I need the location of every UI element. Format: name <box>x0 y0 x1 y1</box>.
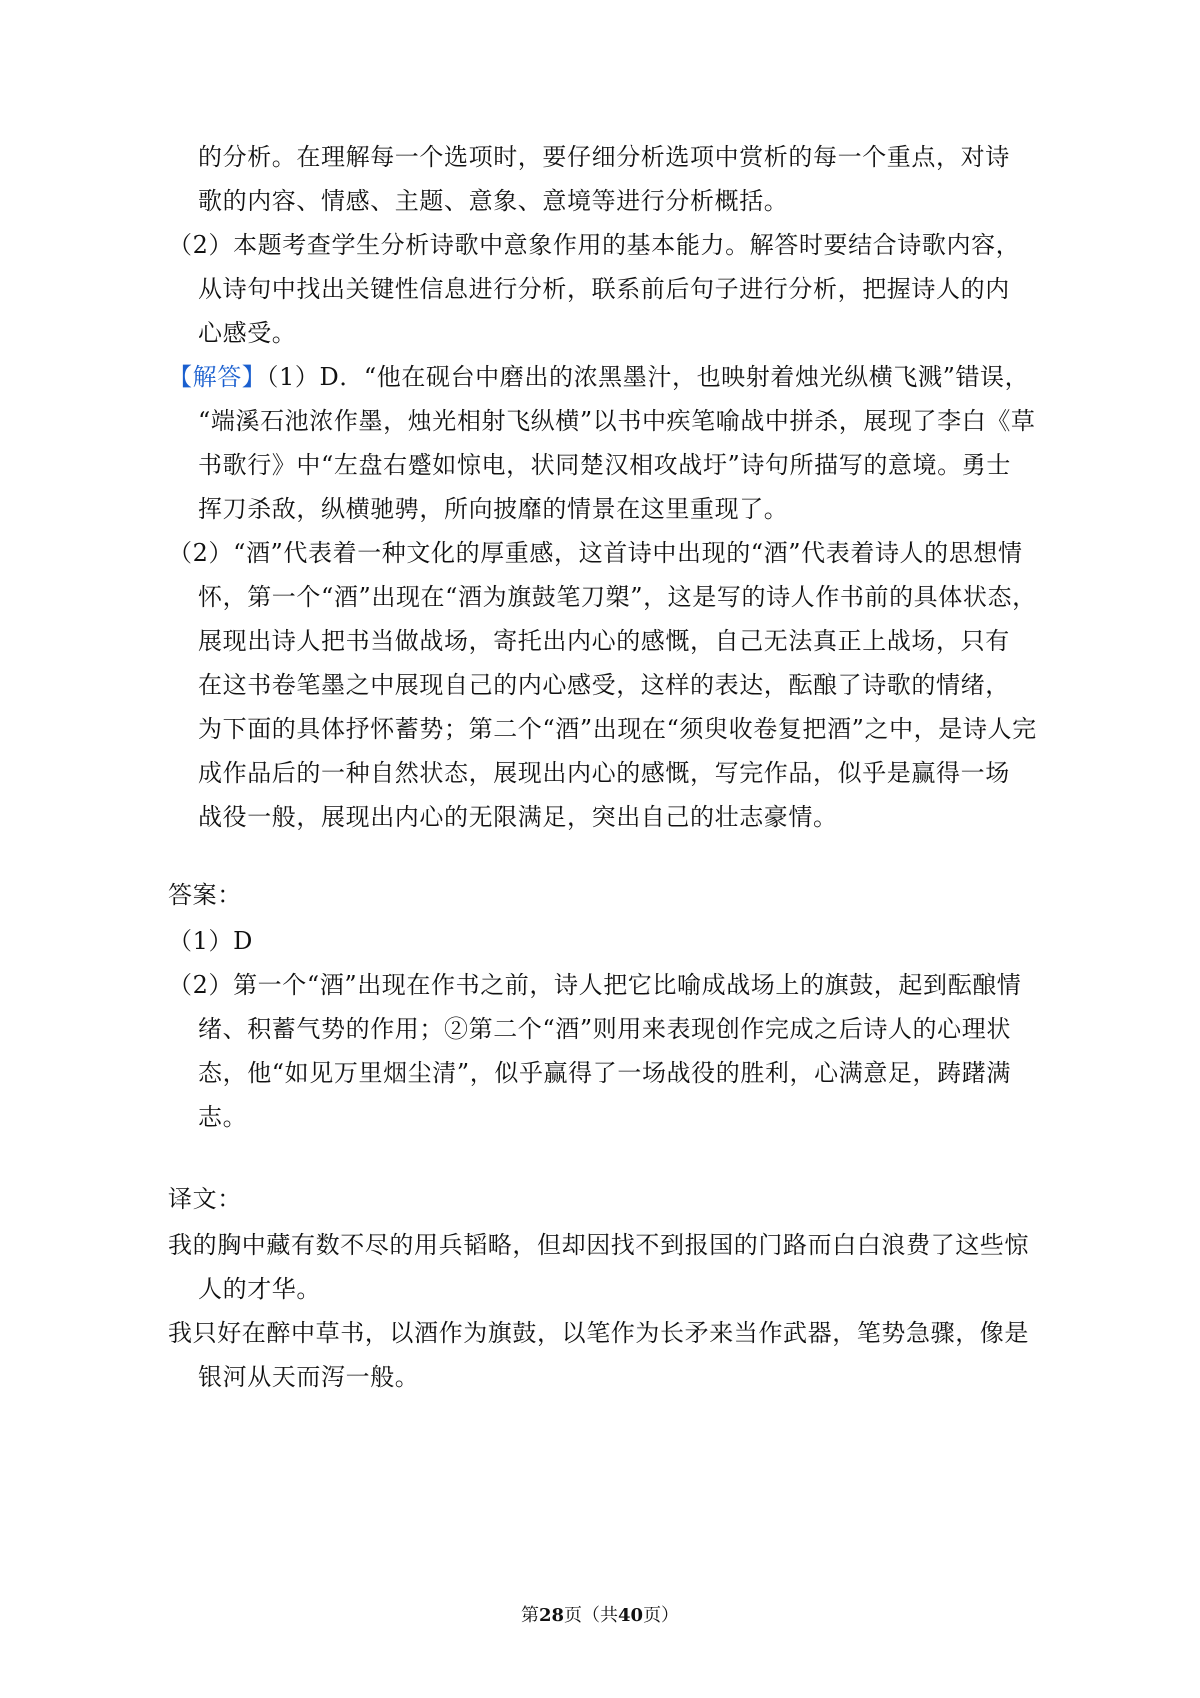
solution-line: （2）“酒”代表着一种文化的厚重感，这首诗中出现的“酒”代表着诗人的思想情 <box>168 539 1023 567</box>
footer-page-number: 28 <box>538 1605 564 1626</box>
translation-line: 我的胸中藏有数不尽的用兵韬略，但却因找不到报国的门路而白白浪费了这些惊 <box>168 1231 1029 1259</box>
footer-middle: 页（共 <box>564 1605 618 1626</box>
analysis-line: 歌的内容、情感、主题、意象、意境等进行分析概括。 <box>198 187 789 215</box>
solution-line: 怀，第一个“酒”出现在“酒为旗鼓笔刀槊”，这是写的诗人作书前的具体状态， <box>198 583 1037 611</box>
analysis-line: （2）本题考查学生分析诗歌中意象作用的基本能力。解答时要结合诗歌内容， <box>168 231 1021 259</box>
solution-line: 展现出诗人把书当做战场，寄托出内心的感慨，自己无法真正上战场，只有 <box>198 627 1010 655</box>
footer-total-pages: 40 <box>618 1605 644 1626</box>
solution-line: 挥刀杀敌，纵横驰骋，所向披靡的情景在这里重现了。 <box>198 495 789 523</box>
solution-line: 战役一般，展现出内心的无限满足，突出自己的壮志豪情。 <box>198 803 838 831</box>
solution-first-text: （1）D．“他在砚台中磨出的浓黑墨汁，也映射着烛光纵横飞溅”错误， <box>266 363 1030 391</box>
translation-line: 我只好在醉中草书，以酒作为旗鼓，以笔作为长矛来当作武器，笔势急骤，像是 <box>168 1319 1029 1347</box>
answer-line: （2）第一个“酒”出现在作书之前，诗人把它比喻成战场上的旗鼓，起到酝酿情 <box>168 971 1022 999</box>
solution-tag: 【解答】 <box>168 363 267 391</box>
solution-line: 在这书卷笔墨之中展现自己的内心感受，这样的表达，酝酿了诗歌的情绪， <box>198 671 1010 699</box>
solution-first-line <box>168 360 1200 394</box>
answer-line: 态，他“如见万里烟尘清”，似乎赢得了一场战役的胜利，心满意足，踌躇满 <box>198 1059 1011 1087</box>
translation-line: 银河从天而泻一般。 <box>198 1363 420 1391</box>
page-footer <box>0 1604 1200 1628</box>
answer-line: 绪、积蓄气势的作用；②第二个“酒”则用来表现创作完成之后诗人的心理状 <box>198 1015 1011 1043</box>
solution-line: “端溪石池浓作墨，烛光相射飞纵横”以书中疾笔喻战中拼杀，展现了李白《草 <box>198 407 1036 435</box>
answer-line: 志。 <box>198 1103 248 1131</box>
analysis-line: 从诗句中找出关键性信息进行分析，联系前后句子进行分析，把握诗人的内 <box>198 275 1010 303</box>
answer-line: （1）D <box>168 927 253 955</box>
solution-line: 成作品后的一种自然状态，展现出内心的感慨，写完作品，似乎是赢得一场 <box>198 759 1010 787</box>
translation-line: 人的才华。 <box>198 1275 321 1303</box>
footer-prefix: 第 <box>520 1605 539 1626</box>
solution-line: 为下面的具体抒怀蓄势；第二个“酒”出现在“须臾收卷复把酒”之中，是诗人完 <box>198 715 1037 743</box>
translation-heading: 译文： <box>168 1185 242 1213</box>
answer-heading: 答案： <box>168 881 242 909</box>
analysis-line: 心感受。 <box>198 319 297 347</box>
analysis-line: 的分析。在理解每一个选项时，要仔细分析选项中赏析的每一个重点，对诗 <box>198 143 1010 171</box>
footer-suffix: 页） <box>643 1605 680 1626</box>
solution-line: 书歌行》中“左盘右蹙如惊电，状同楚汉相攻战圩”诗句所描写的意境。勇士 <box>198 451 1011 479</box>
